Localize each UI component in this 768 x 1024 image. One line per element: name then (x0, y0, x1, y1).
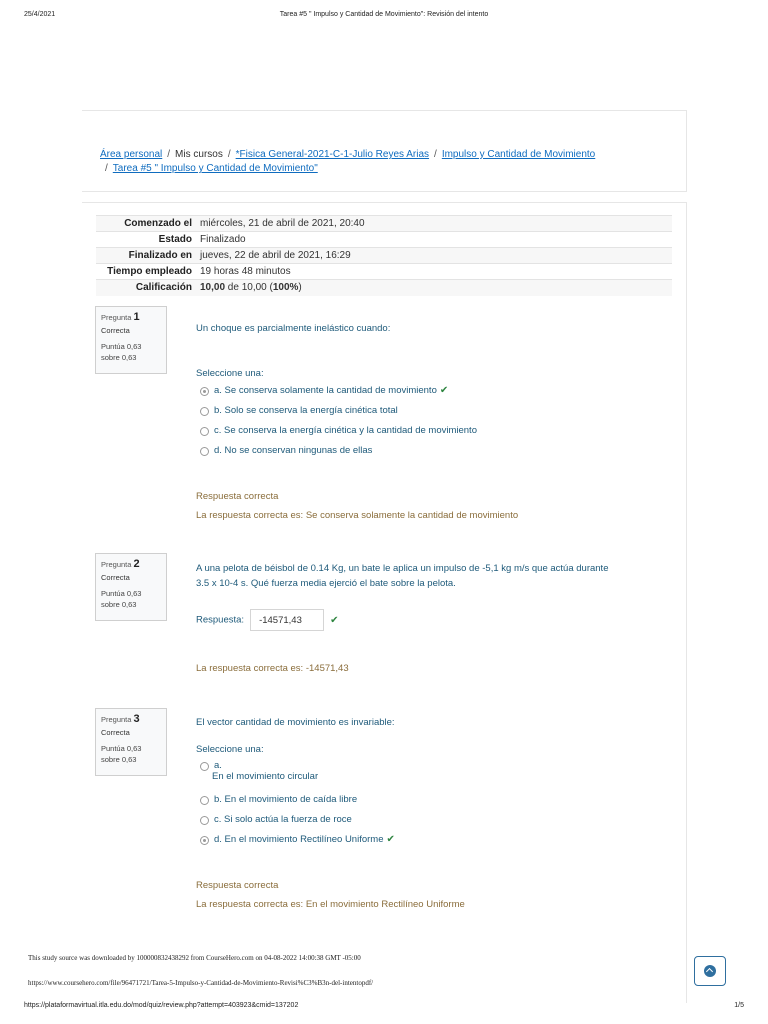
question-state: Correcta (101, 326, 130, 335)
print-date: 25/4/2021 (24, 11, 56, 18)
question-text-line: 3.5 x 10-4 s. Qué fuerza media ejerció el bate sobre la pelota. (196, 578, 456, 589)
question-text (196, 561, 666, 591)
answer-row (196, 609, 666, 631)
grade-of: de 10,00 ( (225, 282, 273, 294)
breadcrumb-separator: / (105, 163, 108, 174)
check-icon: ✔ (330, 614, 339, 626)
radio-button[interactable] (200, 407, 209, 416)
summary-value: Finalizado (200, 232, 672, 248)
scroll-top-button[interactable] (694, 956, 726, 986)
check-icon: ✔ (439, 385, 449, 396)
option-label-text: En el movimiento circular (212, 771, 319, 782)
question-prompt: Seleccione una: (196, 368, 264, 379)
radio-button[interactable] (200, 447, 209, 456)
grade-line: Puntúa 0,63 (101, 589, 142, 598)
breadcrumb (100, 148, 670, 176)
question-3-content (196, 715, 666, 910)
summary-row (96, 264, 672, 280)
answer-option[interactable] (196, 830, 666, 850)
question-number-value: 1 (133, 311, 140, 323)
question-grade (101, 743, 161, 765)
question-grade (101, 341, 161, 363)
grade-line: Puntúa 0,63 (101, 744, 142, 753)
summary-label: Estado (96, 232, 200, 248)
summary-row (96, 232, 672, 248)
summary-label: Tiempo empleado (96, 264, 200, 280)
question-text-line: A una pelota de béisbol de 0.14 Kg, un bate le aplica un impulso de -5,1 kg m/s que actúa durante (196, 563, 609, 574)
question-number-value: 2 (133, 558, 140, 570)
question-label: Pregunta (101, 560, 132, 569)
question-label: Pregunta (101, 313, 132, 322)
option-label: c. Se conserva la energía cinética y la cantidad de movimiento (214, 425, 477, 436)
answer-options (196, 381, 666, 461)
question-label: Pregunta (101, 715, 132, 724)
breadcrumb-section[interactable]: Impulso y Cantidad de Movimiento (441, 149, 596, 160)
question-state: Correcta (101, 728, 130, 737)
summary-label: Calificación (96, 280, 200, 296)
answer-input[interactable]: -14571,43 (250, 609, 324, 631)
grade-line: sobre 0,63 (101, 600, 137, 609)
summary-value: miércoles, 21 de abril de 2021, 20:40 (200, 216, 672, 232)
breadcrumb-quiz[interactable]: Tarea #5 " Impulso y Cantidad de Movimiento" (112, 163, 318, 174)
option-label: a. (214, 760, 222, 771)
summary-value: jueves, 22 de abril de 2021, 16:29 (200, 248, 672, 264)
option-label: a. Se conserva solamente la cantidad de movimiento (214, 385, 437, 396)
grade-line: Puntúa 0,63 (101, 342, 142, 351)
breadcrumb-mis-cursos: Mis cursos (175, 149, 223, 160)
grade-score: 10,00 (200, 282, 226, 294)
option-label: b. En el movimiento de caída libre (214, 794, 358, 805)
question-2-info (95, 553, 167, 621)
check-icon: ✔ (386, 834, 395, 845)
right-answer-text: La respuesta correcta es: -14571,43 (196, 663, 349, 674)
feedback-text: Respuesta correcta (196, 491, 279, 502)
right-answer-text: La respuesta correcta es: Se conserva solamente la cantidad de movimiento (196, 510, 519, 521)
option-label: c. Si solo actúa la fuerza de roce (214, 814, 352, 825)
summary-grade-value (200, 280, 672, 296)
grade-line: sobre 0,63 (101, 353, 137, 362)
summary-row (96, 216, 672, 232)
radio-button[interactable] (200, 762, 209, 771)
breadcrumb-separator: / (434, 149, 437, 160)
question-number (101, 558, 161, 570)
print-page-number: 1/5 (734, 1002, 744, 1009)
answer-options (196, 756, 666, 850)
summary-label: Finalizado en (96, 248, 200, 264)
quiz-review-card (82, 202, 687, 1003)
attempt-summary-table (96, 215, 672, 296)
answer-label: Respuesta: (196, 614, 245, 626)
answer-option[interactable] (196, 441, 666, 461)
print-header (0, 11, 768, 23)
question-grade (101, 588, 161, 610)
option-label: d. En el movimiento Rectilíneo Uniforme (214, 834, 384, 845)
question-1-content (196, 321, 666, 521)
grade-percent: 100% (272, 282, 299, 294)
print-title: Tarea #5 " Impulso y Cantidad de Movimiento": Revisión del intento (279, 11, 489, 18)
radio-button[interactable] (200, 816, 209, 825)
grade-close: ) (298, 282, 302, 294)
answer-option[interactable] (196, 401, 666, 421)
summary-value: 19 horas 48 minutos (200, 264, 672, 280)
breadcrumb-card (82, 110, 687, 192)
summary-label: Comenzado el (96, 216, 200, 232)
print-url: https://plataformavirtual.itla.edu.do/mod/quiz/review.php?attempt=403923&cmid=137202 (24, 1002, 299, 1009)
print-footer (0, 1002, 768, 1014)
breadcrumb-separator: / (227, 149, 231, 160)
question-number (101, 311, 161, 323)
answer-option[interactable] (196, 790, 666, 810)
right-answer-text: La respuesta correcta es: En el movimiento Rectilíneo Uniforme (196, 899, 465, 910)
question-number (101, 713, 161, 725)
radio-button[interactable] (200, 427, 209, 436)
answer-option[interactable] (196, 421, 666, 441)
answer-option[interactable] (196, 381, 666, 401)
question-text: El vector cantidad de movimiento es invariable: (196, 717, 395, 728)
question-state: Correcta (101, 573, 130, 582)
source-notice-url[interactable]: https://www.coursehero.com/file/96471721/Tarea-5-Impulso-y-Cantidad-de-Movimiento-Revisi%C3%B3n-del-intentopdf/ (28, 979, 374, 987)
chevron-up-circle-icon (704, 965, 716, 977)
question-prompt: Seleccione una: (196, 744, 264, 755)
radio-selected[interactable] (200, 836, 209, 845)
summary-row (96, 248, 672, 264)
answer-option[interactable] (196, 810, 666, 830)
source-notice-line: This study source was downloaded by 100000832438292 from CourseHero.com on 04-08-2022 14:00:38 GMT -05:00 (28, 954, 361, 962)
radio-selected[interactable] (200, 387, 209, 396)
question-1-info (95, 306, 167, 374)
question-text: Un choque es parcialmente inelástico cuando: (196, 323, 391, 334)
question-number-value: 3 (133, 713, 140, 725)
answer-option[interactable] (196, 756, 666, 790)
question-2-content (196, 561, 666, 674)
grade-line: sobre 0,63 (101, 755, 137, 764)
breadcrumb-area-personal[interactable]: Área personal (100, 149, 163, 160)
breadcrumb-separator: / (167, 149, 171, 160)
summary-row (96, 280, 672, 296)
option-label: d. No se conservan ningunas de ellas (214, 445, 373, 456)
radio-button[interactable] (200, 796, 209, 805)
question-3-info (95, 708, 167, 776)
feedback-text: Respuesta correcta (196, 880, 279, 891)
option-label: b. Solo se conserva la energía cinética total (214, 405, 398, 416)
breadcrumb-course[interactable]: *Fisica General-2021-C-1-Julio Reyes Arias (235, 149, 430, 160)
